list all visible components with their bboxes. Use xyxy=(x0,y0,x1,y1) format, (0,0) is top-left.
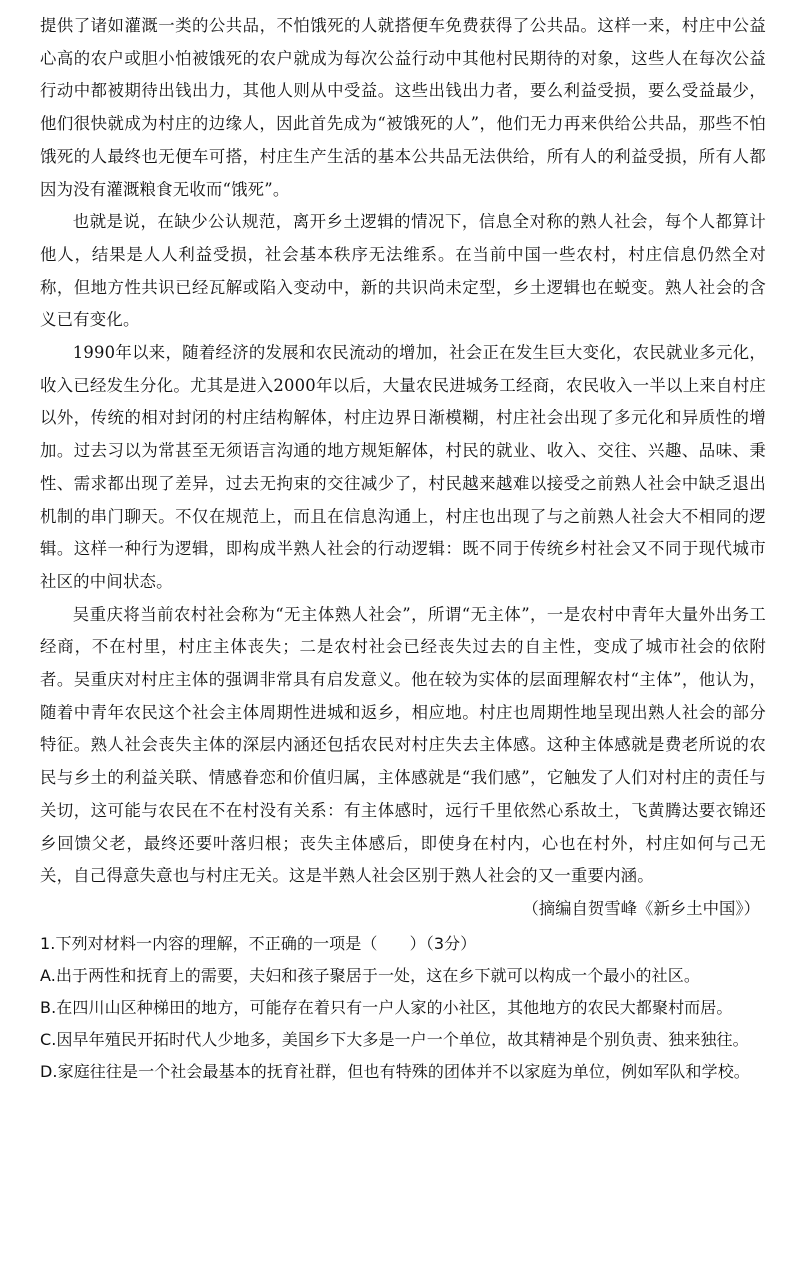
option-b: B.在四川山区种梯田的地方，可能存在着只有一户人家的小社区，其他地方的农民大都聚村而居。 xyxy=(40,997,733,1017)
option-d: D.家庭往往是一个社会最基本的抚育社群，但也有特殊的团体并不以家庭为单位，例如军队和学校。 xyxy=(40,1061,750,1081)
passage-paragraph-3: 1990年以来，随着经济的发展和农民流动的增加，社会正在发生巨大变化，农民就业多元化，收入已经发生分化。尤其是进入2000年以后，大量农民进城务工经商，农民收入一半以上来自村庄以外，传统的相对封闭的村庄结构解体，村庄边界日渐模糊，村庄社会出现了多元化和异质性的增加。过去习以为常甚至无须语言沟通的地方规矩解体，村民的就业、收入、交往、兴趣、品味、秉性、需求都出现了差异，过去无拘束的交往减少了，村民越来越难以接受之前熟人社会中缺乏退出机制的串门聊天。不仅在规范上，而且在信息沟通上，村庄也出现了与之前熟人社会大不相同的逻辑。这样一种行为逻辑，即构成半熟人社会的行动逻辑：既不同于传统乡村社会又不同于现代城市社区的中间状态。 xyxy=(40,343,766,591)
question-stem-text: 1.下列对材料一内容的理解，不正确的一项是（ xyxy=(40,933,378,953)
answer-blank xyxy=(377,928,409,960)
question-1 xyxy=(40,928,766,1088)
passage xyxy=(40,10,766,926)
question-stem xyxy=(40,928,766,960)
document-page xyxy=(40,10,766,1088)
passage-source: （摘编自贺雪峰《新乡土中国》） xyxy=(522,898,760,918)
passage-paragraph-1: 提供了诸如灌溉一类的公共品，不怕饿死的人就搭便车免费获得了公共品。这样一来，村庄中公益心高的农户或胆小怕被饿死的农户就成为每次公益行动中其他村民期待的对象，这些人在每次公益行动中都被期待出钱出力，其他人则从中受益。这些出钱出力者，要么利益受损，要么受益最少，他们很快就成为村庄的边缘人，因此首先成为“被饿死的人”，他们无力再来供给公共品，那些不怕饿死的人最终也无便车可搭，村庄生产生活的基本公共品无法供给，所有人的利益受损，所有人都因为没有灌溉粮食无收而“饿死”。 xyxy=(40,16,766,199)
passage-paragraph-4: 吴重庆将当前农村社会称为“无主体熟人社会”，所谓“无主体”，一是农村中青年大量外出务工经商，不在村里，村庄主体丧失；二是农村社会已经丧失过去的自主性，变成了城市社会的依附者。吴重庆对村庄主体的强调非常具有启发意义。他在较为实体的层面理解农村“主体”，他认为，随着中青年农民这个社会主体周期性进城和返乡，相应地。村庄也周期性地呈现出熟人社会的部分特征。熟人社会丧失主体的深层内涵还包括农民对村庄失去主体感。这种主体感就是费老所说的农民与乡土的利益关联、情感眷恋和价值归属，主体感就是“我们感”，它触发了人们对村庄的责任与关切，这可能与农民在不在村没有关系：有主体感时，远行千里依然心系故土，飞黄腾达要衣锦还乡回馈父老，最终还要叶落归根；丧失主体感后，即使身在村内，心也在村外，村庄如何与己无关，自己得意失意也与村庄无关。这是半熟人社会区别于熟人社会的又一重要内涵。 xyxy=(40,604,766,886)
passage-paragraph-2: 也就是说，在缺少公认规范，离开乡土逻辑的情况下，信息全对称的熟人社会，每个人都算计他人，结果是人人利益受损，社会基本秩序无法维系。在当前中国一些农村，村庄信息仍然全对称，但地方性共识已经瓦解或陷入变动中，新的共识尚未定型，乡土逻辑也在蜕变。熟人社会的含义已有变化。 xyxy=(40,212,766,330)
option-c: C.因早年殖民开拓时代人少地多，美国乡下大多是一户一个单位，故其精神是个别负责、独来独往。 xyxy=(40,1029,749,1049)
question-points: ）（3分） xyxy=(409,933,477,953)
option-a: A.出于两性和抚育上的需要，夫妇和孩子聚居于一处，这在乡下就可以构成一个最小的社区。 xyxy=(40,965,700,985)
